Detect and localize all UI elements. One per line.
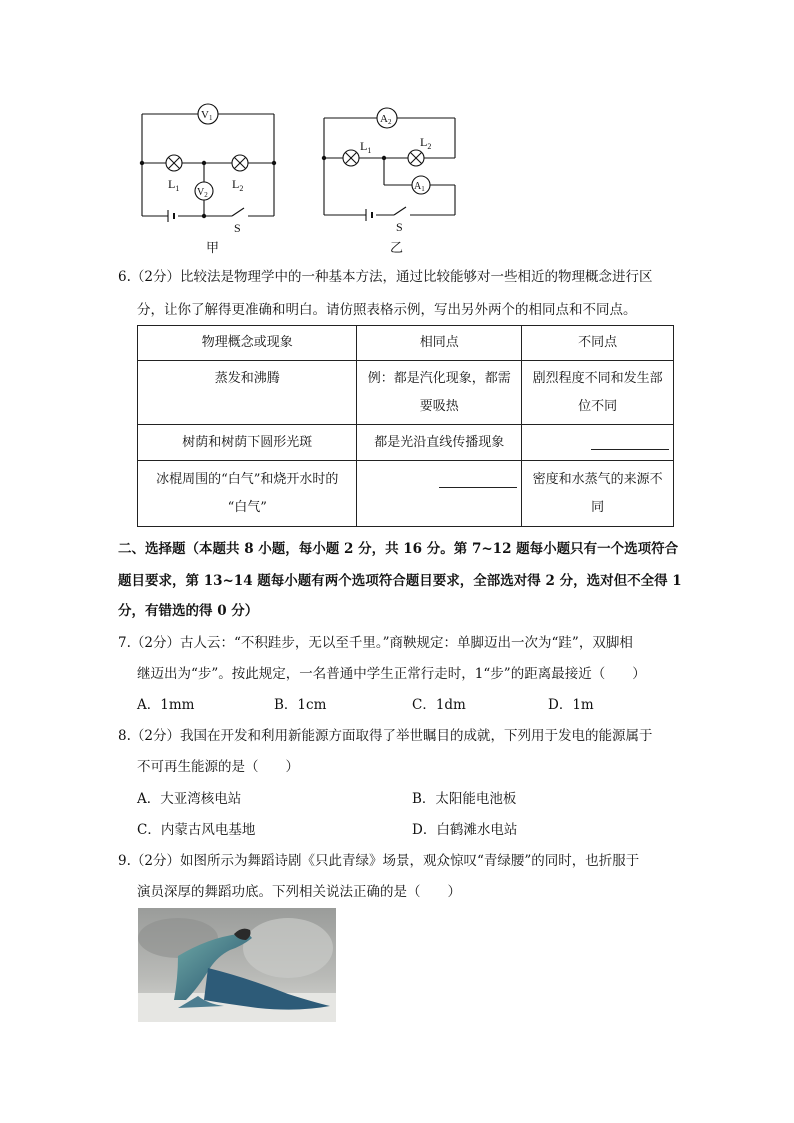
- section2-heading-line3: 分，有错选的得 0 分）: [118, 603, 259, 619]
- svg-text:L1: $L_1$: [168, 177, 180, 193]
- q8-option-c[interactable]: C．内蒙古风电基地: [137, 822, 256, 838]
- table-header-row: [138, 326, 674, 361]
- table-header-cell: 相同点: [357, 326, 522, 361]
- svg-text:甲: 甲: [206, 240, 220, 255]
- q8-stem-line1: 8.（2分）我国在开发和利用新能源方面取得了举世瞩目的成就，下列用于发电的能源属于: [118, 728, 653, 744]
- q6-stem-line2: 分，让你了解得更准确和明白。请仿照表格示例，写出另外两个的相同点和不同点。: [137, 302, 637, 318]
- dance-scene-photo: [138, 908, 336, 1022]
- svg-text:L1: $L_1$: [360, 139, 372, 155]
- section2-heading-line2: 题目要求，第 13~14 题每小题有两个选项符合题目要求，全部选对得 2 分，选对但不全得 1: [118, 573, 682, 589]
- table-row: [138, 361, 674, 425]
- circuit-diagrams: [128, 100, 478, 260]
- svg-text:L2: $L_2$: [232, 177, 244, 193]
- circuit-yi: [324, 118, 455, 221]
- q8-option-b[interactable]: B．太阳能电池板: [412, 791, 517, 807]
- table-cell: 例：都是汽化现象，都需 要吸热: [357, 361, 522, 425]
- svg-text:V1: V1: [201, 109, 213, 122]
- svg-text:L2: $L_2$: [420, 135, 432, 151]
- q7-option-c[interactable]: C．1dm: [412, 697, 466, 713]
- q8-option-a[interactable]: A．大亚湾核电站: [137, 791, 242, 807]
- comparison-table: [137, 325, 674, 527]
- section2-heading-line1: 二、选择题（本题共 8 小题，每小题 2 分，共 16 分。第 7~12 题每小题只有一个选项符合: [118, 541, 679, 557]
- table-cell: 树荫和树荫下圆形光斑: [138, 425, 357, 461]
- q7-option-d[interactable]: D．1m: [548, 697, 594, 713]
- table-cell: [522, 425, 674, 461]
- answer-blank[interactable]: [439, 473, 517, 488]
- table-header-cell: 物理概念或现象: [138, 326, 357, 361]
- q9-stem-line1: 9.（2分）如图所示为舞蹈诗剧《只此青绿》场景，观众惊叹“青绿腰”的同时，也折服于: [118, 853, 640, 869]
- svg-text:S: S: [396, 220, 403, 234]
- svg-text:S: S: [234, 221, 241, 235]
- q8-option-d[interactable]: D．白鹤滩水电站: [412, 822, 518, 838]
- table-header-cell: 不同点: [522, 326, 674, 361]
- svg-text:A2: A2: [380, 113, 392, 126]
- table-cell: 蒸发和沸腾: [138, 361, 357, 425]
- q7-stem-line1: 7.（2分）古人云：“不积跬步，无以至千里。”商鞅规定：单脚迈出一次为“跬”，双脚相: [118, 635, 633, 651]
- q6-stem-line1: 6.（2分）比较法是物理学中的一种基本方法，通过比较能够对一些相近的物理概念进行区: [118, 269, 653, 285]
- table-cell: [357, 461, 522, 527]
- svg-text:乙: 乙: [390, 240, 404, 255]
- table-cell: 剧烈程度不同和发生部 位不同: [522, 361, 674, 425]
- table-cell: 都是光沿直线传播现象: [357, 425, 522, 461]
- q7-stem-line2: 继迈出为“步”。按此规定，一名普通中学生正常行走时，1“步”的距离最接近（ ）: [137, 666, 646, 682]
- table-row: [138, 425, 674, 461]
- svg-text:V2: $V_2$: [197, 187, 208, 199]
- table-cell: 冰棍周围的“白气”和烧开水时的 “白气”: [138, 461, 357, 527]
- q9-stem-line2: 演员深厚的舞蹈功底。下列相关说法正确的是（ ）: [137, 884, 461, 900]
- table-row: [138, 461, 674, 527]
- answer-blank[interactable]: [591, 435, 669, 450]
- q7-option-b[interactable]: B．1cm: [274, 697, 327, 713]
- svg-text:A1: $A_1$: [414, 181, 425, 193]
- table-cell: 密度和水蒸气的来源不 同: [522, 461, 674, 527]
- q8-stem-line2: 不可再生能源的是（ ）: [137, 759, 299, 775]
- circuit-jia: [142, 114, 274, 222]
- q7-option-a[interactable]: A．1mm: [137, 697, 195, 713]
